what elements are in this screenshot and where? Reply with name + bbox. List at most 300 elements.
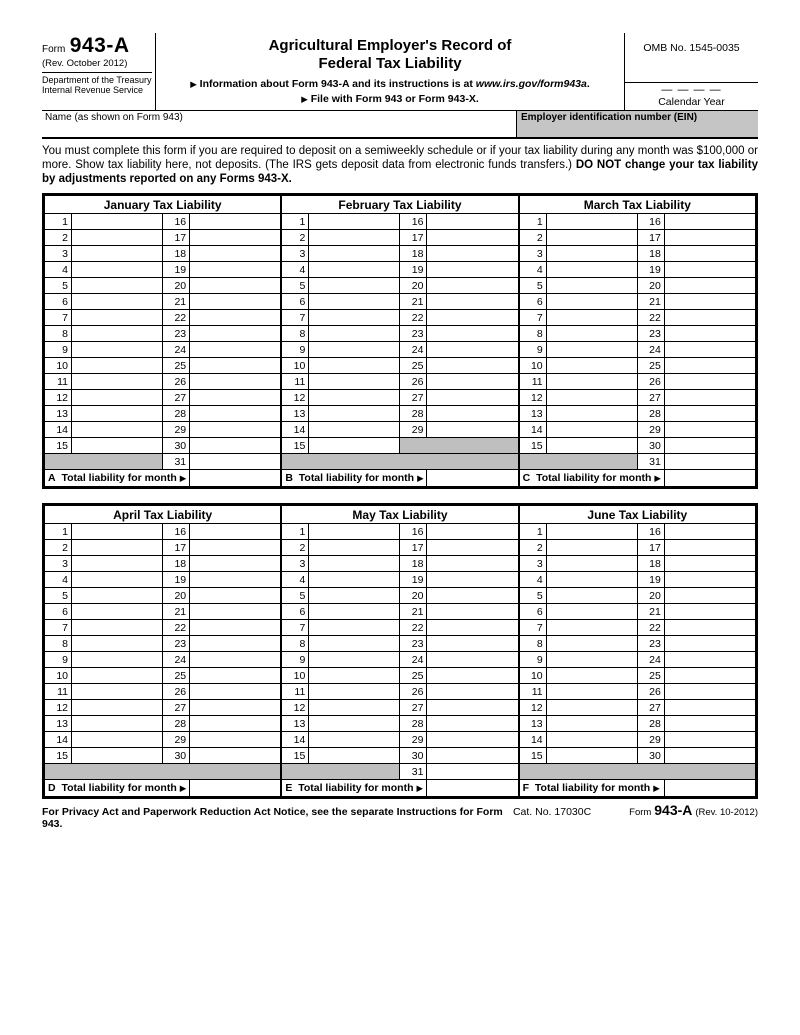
day-row <box>282 278 518 294</box>
tax-liability-entry[interactable] <box>427 556 518 572</box>
month-total-entry[interactable] <box>427 780 518 797</box>
tax-liability-entry[interactable] <box>72 310 163 326</box>
tax-liability-entry[interactable] <box>309 748 400 764</box>
day-row <box>519 310 755 326</box>
day-row <box>282 524 518 540</box>
tax-liability-entry[interactable] <box>427 748 518 764</box>
day-number: 4 <box>282 572 309 588</box>
calendar-year-box <box>625 82 758 110</box>
day-number: 17 <box>400 230 427 246</box>
arrow-right-icon: ▶ <box>301 93 308 104</box>
day-number: 24 <box>163 342 190 358</box>
form-signature <box>629 802 758 818</box>
day-row <box>519 454 755 470</box>
tax-liability-entry[interactable] <box>664 310 755 326</box>
tax-liability-entry[interactable] <box>546 556 637 572</box>
tax-liability-entry[interactable] <box>664 668 755 684</box>
tax-liability-entry[interactable] <box>190 556 281 572</box>
tax-liability-entry[interactable] <box>664 262 755 278</box>
tax-liability-entry[interactable] <box>72 278 163 294</box>
tax-liability-entry[interactable] <box>546 652 637 668</box>
tax-liability-entry[interactable] <box>309 604 400 620</box>
tax-liability-entry[interactable] <box>664 540 755 556</box>
tax-liability-entry[interactable] <box>72 700 163 716</box>
tax-liability-entry[interactable] <box>190 748 281 764</box>
tax-liability-entry[interactable] <box>427 604 518 620</box>
day-number: 5 <box>519 278 546 294</box>
day-number: 12 <box>519 700 546 716</box>
day-number: 3 <box>282 246 309 262</box>
tax-liability-entry[interactable] <box>72 540 163 556</box>
tax-liability-entry[interactable] <box>427 636 518 652</box>
day-number: 17 <box>637 230 664 246</box>
tax-liability-entry[interactable] <box>546 716 637 732</box>
day-row <box>45 278 281 294</box>
month-block-q1 <box>42 193 758 489</box>
tax-liability-entry[interactable] <box>427 342 518 358</box>
privacy-notice: For Privacy Act and Paperwork Reduction Act Notice, see the separate Instructions for Form 943. <box>42 806 503 831</box>
tax-liability-entry[interactable] <box>427 588 518 604</box>
tax-liability-entry[interactable] <box>190 716 281 732</box>
tax-liability-entry[interactable] <box>309 342 400 358</box>
shaded-cell <box>282 764 400 780</box>
tax-liability-entry[interactable] <box>664 278 755 294</box>
day-number: 14 <box>45 732 72 748</box>
day-number: 8 <box>282 636 309 652</box>
tax-liability-entry[interactable] <box>309 326 400 342</box>
day-number: 28 <box>400 406 427 422</box>
month-total-label <box>519 780 664 797</box>
tax-liability-entry[interactable] <box>427 294 518 310</box>
footer-form-number: 943-A <box>654 802 693 819</box>
tax-liability-entry[interactable] <box>309 556 400 572</box>
total-text: Total liability for month <box>61 472 177 485</box>
tax-liability-entry[interactable] <box>190 572 281 588</box>
tax-liability-entry[interactable] <box>72 732 163 748</box>
tax-liability-entry[interactable] <box>190 230 281 246</box>
tax-liability-entry[interactable] <box>309 294 400 310</box>
arrow-right-icon: ▶ <box>417 473 424 484</box>
tax-liability-entry[interactable] <box>427 374 518 390</box>
tax-liability-entry[interactable] <box>427 230 518 246</box>
tax-liability-entry[interactable] <box>427 406 518 422</box>
day-number: 2 <box>45 230 72 246</box>
month-total-entry[interactable] <box>190 470 281 487</box>
day-row <box>519 358 755 374</box>
tax-liability-entry[interactable] <box>546 406 637 422</box>
day-number: 24 <box>163 652 190 668</box>
tax-liability-entry[interactable] <box>309 700 400 716</box>
calendar-year-entry[interactable]: — — — — <box>661 83 722 96</box>
day-row <box>519 540 755 556</box>
tax-liability-entry[interactable] <box>190 294 281 310</box>
day-number: 9 <box>45 342 72 358</box>
tax-liability-entry[interactable] <box>427 764 518 780</box>
tax-liability-entry[interactable] <box>190 540 281 556</box>
month-total-entry[interactable] <box>664 470 755 487</box>
tax-liability-entry[interactable] <box>664 294 755 310</box>
tax-liability-entry[interactable] <box>427 716 518 732</box>
tax-liability-entry[interactable] <box>664 358 755 374</box>
tax-liability-entry[interactable] <box>427 358 518 374</box>
month-total-entry[interactable] <box>190 780 281 797</box>
tax-liability-entry[interactable] <box>546 310 637 326</box>
day-number: 14 <box>282 732 309 748</box>
tax-liability-entry[interactable] <box>309 684 400 700</box>
tax-liability-entry[interactable] <box>546 588 637 604</box>
day-row <box>282 620 518 636</box>
tax-liability-entry[interactable] <box>427 310 518 326</box>
tax-liability-entry[interactable] <box>546 294 637 310</box>
tax-liability-entry[interactable] <box>664 374 755 390</box>
tax-liability-entry[interactable] <box>72 358 163 374</box>
tax-liability-entry[interactable] <box>190 406 281 422</box>
tax-liability-entry[interactable] <box>309 374 400 390</box>
day-row <box>45 214 281 230</box>
tax-liability-entry[interactable] <box>190 636 281 652</box>
tax-liability-entry[interactable] <box>190 262 281 278</box>
tax-liability-entry[interactable] <box>546 572 637 588</box>
tax-liability-entry[interactable] <box>546 748 637 764</box>
tax-liability-entry[interactable] <box>309 262 400 278</box>
day-number: 26 <box>400 374 427 390</box>
footer-form-word: Form <box>629 807 652 819</box>
day-number: 29 <box>400 732 427 748</box>
day-row <box>45 668 281 684</box>
day-number: 1 <box>45 214 72 230</box>
month-total-label <box>45 780 190 797</box>
tax-liability-entry[interactable] <box>546 524 637 540</box>
tax-liability-entry[interactable] <box>190 524 281 540</box>
day-number: 9 <box>519 342 546 358</box>
day-number: 18 <box>400 556 427 572</box>
tax-liability-entry[interactable] <box>664 406 755 422</box>
tax-liability-entry[interactable] <box>546 358 637 374</box>
tax-liability-entry[interactable] <box>427 684 518 700</box>
arrow-right-icon: ▶ <box>416 783 424 794</box>
day-row <box>282 588 518 604</box>
ein-field[interactable] <box>516 111 758 137</box>
total-row <box>45 780 281 797</box>
tax-liability-entry[interactable] <box>72 556 163 572</box>
tax-liability-entry[interactable] <box>546 732 637 748</box>
total-row <box>45 470 281 487</box>
tax-liability-entry[interactable] <box>72 262 163 278</box>
tax-liability-entry[interactable] <box>72 620 163 636</box>
tax-liability-entry[interactable] <box>309 390 400 406</box>
form-identity-box <box>42 33 156 110</box>
tax-liability-entry[interactable] <box>664 214 755 230</box>
tax-liability-entry[interactable] <box>309 540 400 556</box>
day-number: 30 <box>637 438 664 454</box>
tax-liability-entry[interactable] <box>427 214 518 230</box>
tax-liability-entry[interactable] <box>72 748 163 764</box>
day-row <box>45 262 281 278</box>
day-number: 30 <box>637 748 664 764</box>
tax-liability-entry[interactable] <box>546 422 637 438</box>
tax-liability-entry[interactable] <box>72 230 163 246</box>
day-number: 21 <box>637 294 664 310</box>
tax-liability-entry[interactable] <box>546 246 637 262</box>
month-total-entry[interactable] <box>664 780 755 797</box>
tax-liability-entry[interactable] <box>427 262 518 278</box>
day-number: 27 <box>637 390 664 406</box>
day-number: 19 <box>163 572 190 588</box>
tax-liability-entry[interactable] <box>72 342 163 358</box>
tax-liability-entry[interactable] <box>546 342 637 358</box>
tax-liability-entry[interactable] <box>664 326 755 342</box>
tax-liability-entry[interactable] <box>664 246 755 262</box>
day-row <box>519 732 755 748</box>
tax-liability-entry[interactable] <box>190 652 281 668</box>
shaded-cell <box>519 764 755 780</box>
tax-liability-entry[interactable] <box>546 438 637 454</box>
info-text: Information about Form 943-A and its instructions is at <box>199 78 476 90</box>
day-row <box>45 732 281 748</box>
tax-liability-entry[interactable] <box>546 230 637 246</box>
tax-liability-entry[interactable] <box>72 588 163 604</box>
tax-liability-entry[interactable] <box>309 358 400 374</box>
tax-liability-entry[interactable] <box>190 246 281 262</box>
day-number: 9 <box>519 652 546 668</box>
tax-liability-entry[interactable] <box>546 278 637 294</box>
tax-liability-entry[interactable] <box>427 620 518 636</box>
tax-liability-entry[interactable] <box>546 390 637 406</box>
tax-liability-entry[interactable] <box>664 716 755 732</box>
tax-liability-entry[interactable] <box>664 700 755 716</box>
tax-liability-entry[interactable] <box>664 684 755 700</box>
tax-liability-entry[interactable] <box>427 422 518 438</box>
form-title-line-2: Federal Tax Liability <box>318 55 462 72</box>
tax-liability-entry[interactable] <box>427 572 518 588</box>
day-number: 21 <box>163 294 190 310</box>
day-number: 4 <box>45 572 72 588</box>
day-number: 10 <box>282 668 309 684</box>
day-row <box>519 524 755 540</box>
tax-liability-entry[interactable] <box>546 326 637 342</box>
tax-liability-entry[interactable] <box>190 278 281 294</box>
tax-liability-entry[interactable] <box>190 588 281 604</box>
tax-liability-entry[interactable] <box>309 636 400 652</box>
tax-liability-entry[interactable] <box>190 604 281 620</box>
month-total-label <box>45 470 190 487</box>
tax-liability-entry[interactable] <box>546 620 637 636</box>
tax-liability-entry[interactable] <box>309 278 400 294</box>
day-number: 11 <box>282 374 309 390</box>
form-revision: (Rev. October 2012) <box>42 58 152 73</box>
agency <box>42 75 152 96</box>
day-row <box>519 262 755 278</box>
tax-liability-entry[interactable] <box>664 572 755 588</box>
tax-liability-entry[interactable] <box>72 326 163 342</box>
tax-liability-entry[interactable] <box>72 668 163 684</box>
day-number: 6 <box>519 294 546 310</box>
day-row <box>282 668 518 684</box>
tax-liability-entry[interactable] <box>72 294 163 310</box>
tax-liability-entry[interactable] <box>546 540 637 556</box>
month-total-entry[interactable] <box>427 470 518 487</box>
tax-liability-entry[interactable] <box>427 668 518 684</box>
tax-liability-entry[interactable] <box>72 374 163 390</box>
tax-liability-entry[interactable] <box>546 262 637 278</box>
day-number: 13 <box>519 406 546 422</box>
day-row <box>519 556 755 572</box>
day-number: 2 <box>519 540 546 556</box>
month-total-label <box>282 470 427 487</box>
tax-liability-entry[interactable] <box>309 572 400 588</box>
agency-line-2: Internal Revenue Service <box>42 85 144 96</box>
tax-liability-entry[interactable] <box>664 342 755 358</box>
tax-liability-entry[interactable] <box>427 326 518 342</box>
tax-liability-entry[interactable] <box>664 636 755 652</box>
tax-liability-entry[interactable] <box>546 374 637 390</box>
tax-liability-entry[interactable] <box>427 524 518 540</box>
tax-liability-entry[interactable] <box>309 214 400 230</box>
day-number: 7 <box>45 310 72 326</box>
tax-liability-entry[interactable] <box>309 230 400 246</box>
tax-liability-entry[interactable] <box>72 636 163 652</box>
form-word: Form <box>42 44 66 55</box>
tax-liability-entry[interactable] <box>190 438 281 454</box>
tax-liability-entry[interactable] <box>190 620 281 636</box>
day-number: 16 <box>163 524 190 540</box>
tax-liability-entry[interactable] <box>664 620 755 636</box>
day-number: 10 <box>519 358 546 374</box>
day-number: 22 <box>400 620 427 636</box>
tax-liability-entry[interactable] <box>72 604 163 620</box>
tax-liability-entry[interactable] <box>427 278 518 294</box>
day-number: 3 <box>45 246 72 262</box>
tax-liability-entry[interactable] <box>190 214 281 230</box>
tax-liability-entry[interactable] <box>427 652 518 668</box>
tax-liability-entry[interactable] <box>664 438 755 454</box>
tax-liability-entry[interactable] <box>546 214 637 230</box>
tax-liability-entry[interactable] <box>190 358 281 374</box>
tax-liability-entry[interactable] <box>309 406 400 422</box>
tax-liability-entry[interactable] <box>309 620 400 636</box>
day-number: 16 <box>637 524 664 540</box>
tax-liability-entry[interactable] <box>664 748 755 764</box>
day-number: 22 <box>163 620 190 636</box>
tax-liability-entry[interactable] <box>309 588 400 604</box>
day-number: 19 <box>400 572 427 588</box>
day-number: 5 <box>45 588 72 604</box>
tax-liability-entry[interactable] <box>72 652 163 668</box>
day-row <box>282 406 518 422</box>
total-text: Total liability for month <box>536 472 652 485</box>
tax-liability-entry[interactable] <box>664 556 755 572</box>
omb-box <box>624 33 758 110</box>
form-footer <box>42 802 758 830</box>
day-row <box>45 342 281 358</box>
tax-liability-entry[interactable] <box>190 326 281 342</box>
tax-liability-entry[interactable] <box>72 406 163 422</box>
tax-liability-entry[interactable] <box>309 438 400 454</box>
tax-liability-entry[interactable] <box>190 374 281 390</box>
tax-liability-entry[interactable] <box>190 310 281 326</box>
tax-liability-entry[interactable] <box>72 716 163 732</box>
tax-liability-entry[interactable] <box>309 668 400 684</box>
tax-liability-entry[interactable] <box>664 732 755 748</box>
tax-liability-entry[interactable] <box>190 342 281 358</box>
day-number: 26 <box>400 684 427 700</box>
total-letter: B <box>285 472 293 485</box>
tax-liability-entry[interactable] <box>72 390 163 406</box>
tax-liability-entry[interactable] <box>664 652 755 668</box>
tax-liability-entry[interactable] <box>664 604 755 620</box>
total-text: Total liability for month <box>534 782 651 795</box>
tax-liability-entry[interactable] <box>664 588 755 604</box>
tax-liability-entry[interactable] <box>190 668 281 684</box>
tax-liability-entry[interactable] <box>427 390 518 406</box>
tax-liability-entry[interactable] <box>190 700 281 716</box>
tax-liability-entry[interactable] <box>546 636 637 652</box>
day-number: 25 <box>400 358 427 374</box>
tax-liability-entry[interactable] <box>309 652 400 668</box>
tax-liability-entry[interactable] <box>72 524 163 540</box>
day-number: 18 <box>163 556 190 572</box>
tax-liability-entry[interactable] <box>309 524 400 540</box>
day-row <box>519 588 755 604</box>
tax-liability-entry[interactable] <box>72 246 163 262</box>
arrow-right-icon: ▶ <box>653 783 660 794</box>
tax-liability-entry[interactable] <box>72 572 163 588</box>
tax-liability-entry[interactable] <box>309 246 400 262</box>
tax-liability-entry[interactable] <box>427 540 518 556</box>
tax-liability-entry[interactable] <box>190 732 281 748</box>
tax-liability-entry[interactable] <box>664 230 755 246</box>
day-number: 1 <box>519 524 546 540</box>
tax-liability-entry[interactable] <box>72 684 163 700</box>
tax-liability-entry[interactable] <box>664 454 755 470</box>
tax-liability-entry[interactable] <box>72 422 163 438</box>
tax-liability-entry[interactable] <box>546 700 637 716</box>
tax-liability-entry[interactable] <box>427 732 518 748</box>
tax-liability-entry[interactable] <box>664 422 755 438</box>
tax-liability-entry[interactable] <box>190 390 281 406</box>
day-number: 22 <box>637 620 664 636</box>
tax-liability-entry[interactable] <box>72 438 163 454</box>
tax-liability-entry[interactable] <box>309 732 400 748</box>
day-number: 13 <box>282 716 309 732</box>
day-row <box>519 374 755 390</box>
day-row <box>45 572 281 588</box>
day-number: 11 <box>282 684 309 700</box>
day-row <box>519 668 755 684</box>
name-field[interactable] <box>42 111 516 137</box>
tax-liability-entry[interactable] <box>546 604 637 620</box>
tax-liability-entry[interactable] <box>546 684 637 700</box>
day-row <box>519 636 755 652</box>
tax-liability-entry[interactable] <box>309 422 400 438</box>
tax-liability-entry[interactable] <box>190 454 281 470</box>
tax-liability-entry[interactable] <box>72 214 163 230</box>
day-number: 18 <box>637 556 664 572</box>
tax-liability-entry[interactable] <box>664 524 755 540</box>
day-row <box>282 422 518 438</box>
tax-liability-entry[interactable] <box>190 422 281 438</box>
tax-liability-entry[interactable] <box>546 668 637 684</box>
tax-liability-entry[interactable] <box>427 246 518 262</box>
tax-liability-entry[interactable] <box>190 684 281 700</box>
shaded-cell <box>45 764 281 780</box>
omb-number: OMB No. 1545-0035 <box>643 42 740 54</box>
day-row <box>45 374 281 390</box>
tax-liability-entry[interactable] <box>309 716 400 732</box>
tax-liability-entry[interactable] <box>427 700 518 716</box>
tax-liability-entry[interactable] <box>664 390 755 406</box>
tax-liability-entry[interactable] <box>309 310 400 326</box>
